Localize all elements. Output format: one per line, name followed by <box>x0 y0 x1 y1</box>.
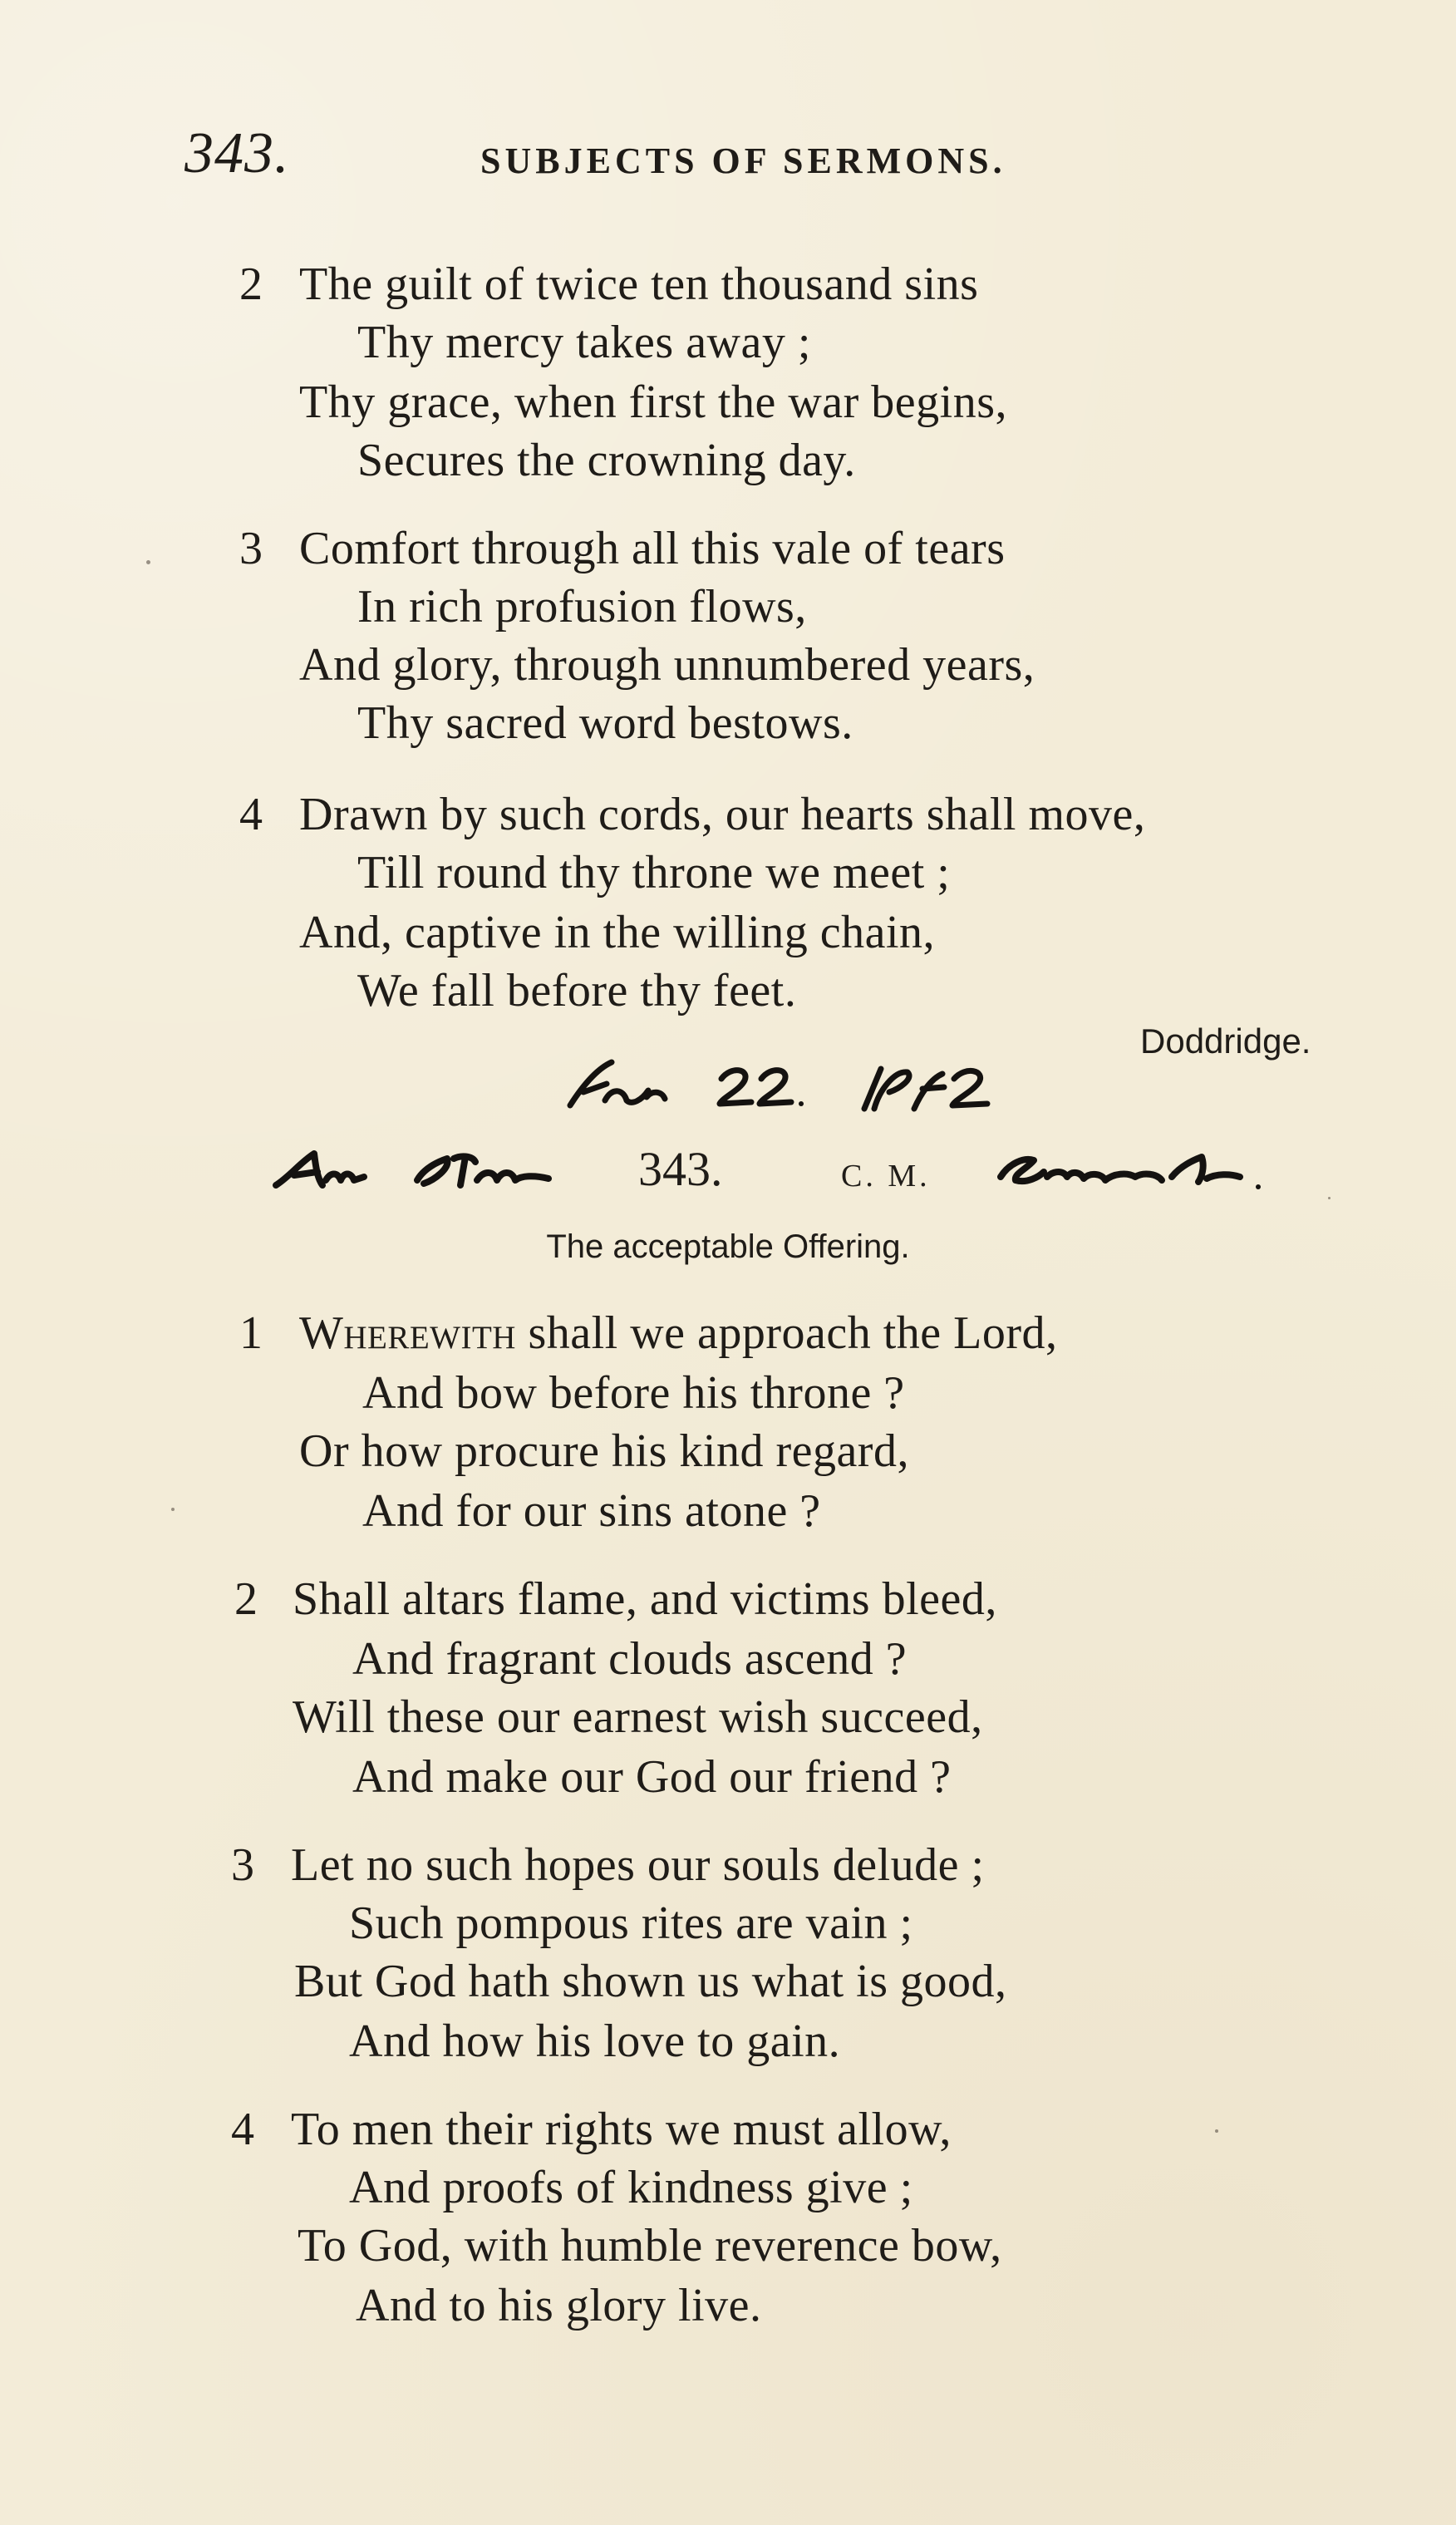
stanza-number: 2 <box>234 1573 258 1625</box>
verse-line: Such pompous rites are vain ; <box>349 1897 913 1949</box>
verse-line: And make our God our friend ? <box>352 1751 952 1803</box>
hymn-meter: C. M. <box>841 1159 931 1194</box>
paper-speck <box>146 560 150 564</box>
verse-line: Or how procure his kind regard, <box>299 1425 909 1477</box>
stanza-number: 3 <box>231 1839 254 1891</box>
verse-line: Will these our earnest wish succeed, <box>293 1691 983 1743</box>
verse-line: Comfort through all this vale of tears <box>299 523 1006 574</box>
verse-line: Thy grace, when first the war begins, <box>299 377 1007 428</box>
verse-line: We fall before thy feet. <box>357 965 797 1016</box>
attribution: Doddridge. <box>1140 1021 1311 1061</box>
paper-speck <box>1328 1197 1331 1199</box>
verse-line: But God hath shown us what is good, <box>294 1956 1007 2007</box>
paper-speck <box>1215 2129 1218 2133</box>
verse-line: And to his glory live. <box>356 2280 762 2331</box>
verse-line: To God, with humble reverence bow, <box>298 2220 1002 2272</box>
paper-speck <box>171 1508 175 1511</box>
verse-line: And bow before his throne ? <box>362 1367 905 1419</box>
verse-line <box>299 1307 1058 1359</box>
handwritten-left-note <box>271 1144 603 1202</box>
verse-line: Thy mercy takes away ; <box>357 317 811 368</box>
verse-line: And glory, through unnumbered years, <box>299 639 1035 691</box>
hymn-number: 343. <box>638 1142 723 1196</box>
verse-line: Thy sacred word bestows. <box>357 697 853 749</box>
stanza-number: 4 <box>239 789 263 840</box>
page-number: 343. <box>184 121 290 185</box>
verse-line: Let no such hopes our souls delude ; <box>291 1839 985 1891</box>
handwritten-date-note <box>565 1054 1064 1120</box>
verse-line: And fragrant clouds ascend ? <box>352 1633 908 1685</box>
handwritten-right-note <box>994 1144 1343 1202</box>
verse-line: And for our sins atone ? <box>362 1485 821 1537</box>
verse-line: In rich profusion flows, <box>357 581 807 632</box>
verse-line-rest: shall we approach the Lord, <box>515 1307 1058 1359</box>
stanza-number: 3 <box>239 523 263 574</box>
running-head: SUBJECTS OF SERMONS. <box>480 140 1006 181</box>
verse-line: The guilt of twice ten thousand sins <box>299 258 979 310</box>
first-word: Wherewith <box>299 1307 516 1359</box>
verse-line: Drawn by such cords, our hearts shall move, <box>299 789 1146 840</box>
verse-line: To men their rights we must allow, <box>291 2104 952 2155</box>
stanza-number: 4 <box>231 2104 254 2155</box>
stanza-number: 2 <box>239 258 263 310</box>
stanza-number: 1 <box>239 1307 263 1359</box>
verse-line: And, captive in the willing chain, <box>299 907 936 958</box>
verse-line: Shall altars flame, and victims bleed, <box>293 1573 997 1625</box>
verse-line: And proofs of kindness give ; <box>349 2162 913 2213</box>
verse-line: And how his love to gain. <box>349 2016 841 2067</box>
verse-line: Secures the crowning day. <box>357 435 856 486</box>
verse-line: Till round thy throne we meet ; <box>357 847 951 898</box>
hymn-title: The acceptable Offering. <box>546 1228 910 1265</box>
